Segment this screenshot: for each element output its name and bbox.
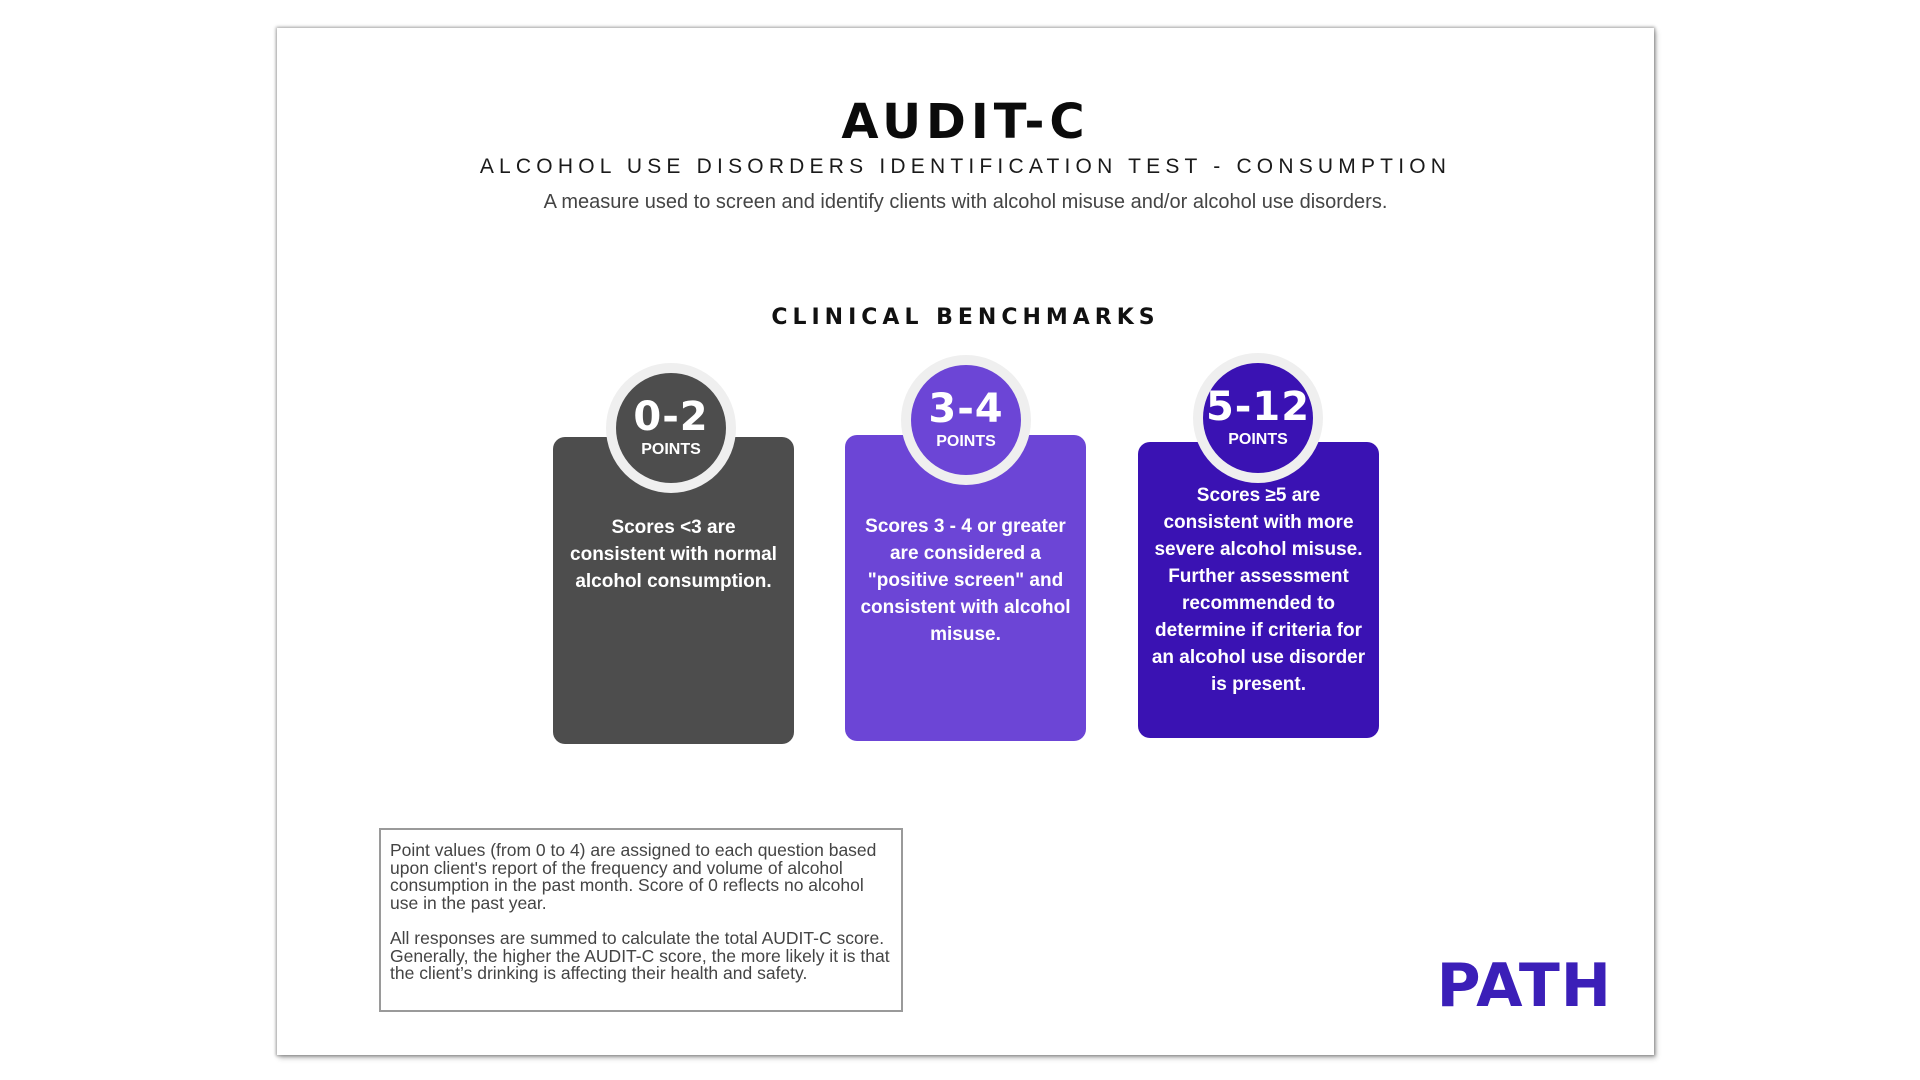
badge-range: 0-2 <box>633 394 709 440</box>
badge-unit: POINTS <box>1228 431 1288 448</box>
badge-unit: POINTS <box>936 433 996 450</box>
document-page <box>277 28 1654 1055</box>
benchmark-card-text: Scores 3 - 4 or greater are considered a "positive screen" and consistent with alcohol misuse. <box>860 516 1071 645</box>
page-subtitle: ALCOHOL USE DISORDERS IDENTIFICATION TEST - CONSUMPTION <box>479 155 1452 178</box>
page-title: AUDIT-C <box>841 94 1090 150</box>
path-logo: PATH <box>1436 951 1612 1021</box>
benchmark-badge-severe <box>1193 353 1323 483</box>
benchmark-badge-low <box>606 363 736 493</box>
scoring-notes-box <box>379 828 903 1012</box>
benchmark-badge-moderate <box>901 355 1031 485</box>
scoring-note-paragraph: Point values (from 0 to 4) are assigned to each question based upon client's report of the frequency and volume of alcohol consumption in the past month. Score of 0 reflects no alcohol use in the past year. <box>390 840 877 913</box>
benchmark-card-text: Scores ≥5 are consistent with more severe alcohol misuse. Further assessment recommended to determine if criteria for an alcohol use disorder is present. <box>1151 485 1366 695</box>
badge-range: 3-4 <box>928 386 1004 432</box>
benchmark-card-text: Scores <3 are consistent with normal alcohol consumption. <box>570 517 777 592</box>
badge-range: 5-12 <box>1205 384 1311 430</box>
scoring-note-paragraph: All responses are summed to calculate the total AUDIT-C score. Generally, the higher the AUDIT-C score, the more likely it is that the client’s drinking is affecting their health and safety. <box>390 928 890 983</box>
benchmarks-title: CLINICAL BENCHMARKS <box>771 305 1160 330</box>
page-description: A measure used to screen and identify clients with alcohol misuse and/or alcohol use disorders. <box>543 191 1388 213</box>
benchmark-card-severe <box>1138 442 1379 738</box>
badge-unit: POINTS <box>641 441 701 458</box>
